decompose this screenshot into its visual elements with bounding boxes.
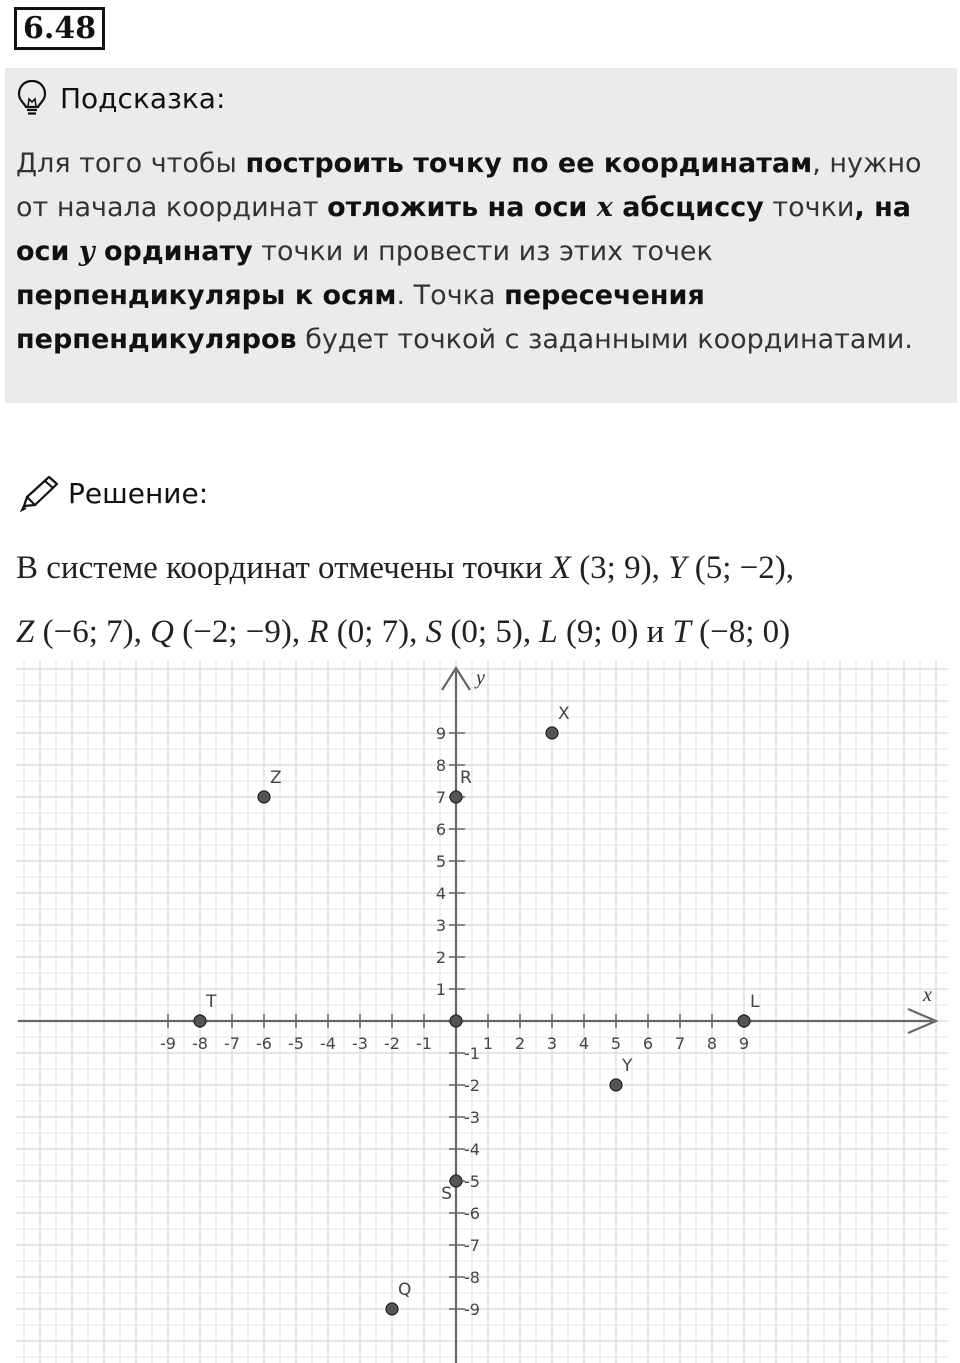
solution-segment: X [550, 550, 571, 586]
hint-segment: x [596, 192, 613, 223]
point-label: Y [622, 1056, 633, 1076]
solution-segment: S [425, 614, 443, 650]
x-tick-label: 6 [642, 1034, 654, 1053]
y-tick-label: -7 [464, 1236, 480, 1255]
y-tick-label: 4 [435, 884, 446, 903]
x-tick-label: -9 [160, 1034, 176, 1053]
x-tick-label: -5 [288, 1034, 304, 1053]
point-label: S [441, 1184, 452, 1204]
y-tick-label: 6 [435, 820, 446, 839]
lightbulb-icon [16, 79, 48, 117]
y-tick-label: 9 [435, 724, 446, 743]
pencil-icon [18, 474, 60, 512]
solution-segment: R [308, 614, 329, 650]
y-tick-label: -1 [464, 1044, 480, 1063]
solution-segment: (−2; −9), [173, 614, 309, 650]
y-tick-label: 2 [435, 948, 446, 967]
y-axis-label: y [476, 667, 485, 689]
solution-segment: (0; 7), [328, 614, 426, 650]
points [194, 704, 760, 1315]
point-label: Z [270, 768, 282, 788]
y-tick-label: 8 [435, 756, 446, 775]
point-label: Q [398, 1280, 412, 1300]
x-tick-label: 3 [546, 1034, 558, 1053]
solution-segment: (−8; 0) [690, 614, 791, 650]
point-origin [450, 1015, 462, 1027]
x-tick-label: 2 [514, 1034, 526, 1053]
grid-lines [16, 660, 948, 1363]
solution-segment: Q [150, 614, 174, 650]
hint-segment: точки и провести из этих точек [252, 236, 713, 267]
x-axis-label: x [923, 984, 932, 1006]
hint-title: Подсказка: [60, 81, 226, 115]
x-tick-label: -1 [416, 1034, 432, 1053]
point-label: T [206, 992, 217, 1012]
hint-text [16, 142, 951, 362]
x-tick-label: 8 [706, 1034, 718, 1053]
hint-segment: будет точкой с заданными координатами. [296, 324, 913, 355]
solution-segment: (0; 5), [442, 614, 540, 650]
hint-segment: пересечения перпендикуляров [16, 280, 705, 355]
x-tick-label: -8 [192, 1034, 208, 1053]
point-q [386, 1303, 398, 1315]
solution-title: Решение: [68, 476, 209, 510]
point-r [450, 791, 462, 803]
hint-segment: Для того чтобы [16, 148, 246, 179]
task-number: 6.48 [14, 7, 105, 50]
x-tick-label: -6 [256, 1034, 272, 1053]
y-tick-label: -8 [464, 1268, 480, 1287]
x-tick-label: 9 [738, 1034, 750, 1053]
axes [18, 667, 936, 1363]
point-label: L [750, 992, 760, 1012]
y-tick-label: 3 [435, 916, 446, 935]
y-tick-label: 5 [435, 852, 446, 871]
y-tick-label: 1 [435, 980, 446, 999]
point-l [738, 1015, 750, 1027]
point-t [194, 1015, 206, 1027]
hint-header [16, 78, 225, 118]
solution-segment: (9; 0) и [557, 614, 673, 650]
hint-segment: . Точка [396, 280, 505, 311]
solution-segment: (−6; 7), [34, 614, 151, 650]
solution-segment: T [672, 614, 691, 650]
y-tick-label: -5 [464, 1172, 480, 1191]
hint-segment: ординату [94, 236, 253, 267]
solution-segment: Y [668, 550, 687, 586]
x-tick-label: -3 [352, 1034, 368, 1053]
point-x [546, 727, 558, 739]
x-tick-label: 1 [482, 1034, 494, 1053]
point-y [610, 1079, 622, 1091]
y-tick-label: -9 [464, 1300, 480, 1319]
solution-segment: В системе координат отмечены точки [16, 550, 551, 586]
x-tick-label: -2 [384, 1034, 400, 1053]
y-tick-label: 7 [435, 788, 446, 807]
x-tick-label: -4 [320, 1034, 336, 1053]
hint-segment: , на оси [16, 192, 912, 267]
point-label: R [460, 768, 472, 788]
x-tick-label: 4 [578, 1034, 590, 1053]
x-tick-label: 7 [674, 1034, 686, 1053]
hint-segment: построить точку по ее координатам [245, 148, 813, 179]
hint-segment: отложить на оси [327, 192, 597, 223]
hint-segment: абсциссу [612, 192, 764, 223]
y-tick-label: -4 [464, 1140, 480, 1159]
y-tick-label: -6 [464, 1204, 480, 1223]
hint-segment: точки [763, 192, 855, 223]
point-label: X [558, 704, 570, 724]
y-tick-label: -2 [464, 1076, 480, 1095]
solution-text [16, 536, 951, 664]
hint-segment: , нужно от начала координат [16, 148, 922, 223]
hint-segment: перпендикуляры к осям [16, 280, 397, 311]
solution-segment: (5; −2), [686, 550, 794, 586]
y-tick-label: -3 [464, 1108, 480, 1127]
coordinate-plane [0, 660, 960, 1363]
solution-segment: Z [16, 614, 35, 650]
solution-header [18, 472, 208, 514]
solution-segment: (3; 9), [570, 550, 669, 586]
hint-segment: y [78, 236, 95, 267]
point-z [258, 791, 270, 803]
solution-segment: L [539, 614, 558, 650]
x-tick-label: 5 [610, 1034, 622, 1053]
x-tick-label: -7 [224, 1034, 240, 1053]
